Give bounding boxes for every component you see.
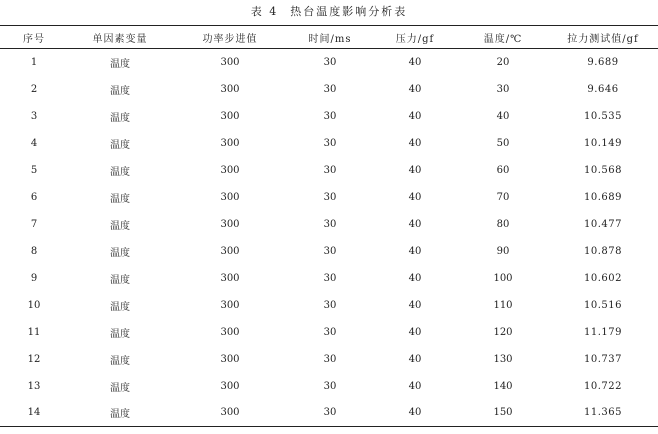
cell-power-step: 300 <box>220 164 240 176</box>
cell-power-step: 300 <box>220 380 240 392</box>
cell-temperature: 40 <box>496 110 510 122</box>
cell-variable: 温度 <box>110 274 130 286</box>
cell-tension: 10.602 <box>584 272 622 284</box>
cell-temperature: 150 <box>458 400 548 427</box>
cell-index: 4 <box>30 137 38 149</box>
cell-pressure: 40 <box>408 56 422 68</box>
header-tension: 拉力测试值/gf <box>548 26 658 49</box>
cell-temperature: 100 <box>493 272 513 284</box>
cell-time: 30 <box>323 137 337 149</box>
cell-variable: 温度 <box>110 112 130 124</box>
header-variable: 单因素变量 <box>68 26 172 49</box>
cell-tension: 10.149 <box>584 137 622 149</box>
header-power-step: 功率步进值 <box>172 26 288 49</box>
cell-tension: 9.646 <box>587 83 619 95</box>
cell-time: 30 <box>288 400 372 427</box>
table-row <box>0 373 658 400</box>
header-pressure: 压力/gf <box>372 26 458 49</box>
cell-time: 30 <box>323 272 337 284</box>
cell-variable: 温度 <box>110 328 130 340</box>
cell-tension: 10.568 <box>584 164 622 176</box>
cell-power-step: 300 <box>220 110 240 122</box>
cell-variable: 温度 <box>110 220 130 232</box>
cell-index: 10 <box>27 299 41 311</box>
cell-temperature: 20 <box>496 56 510 68</box>
cell-pressure: 40 <box>408 110 422 122</box>
table-title: 热台温度影响分析表 <box>290 5 408 18</box>
cell-power-step: 300 <box>220 83 240 95</box>
cell-temperature: 50 <box>496 137 510 149</box>
table-row <box>0 103 658 130</box>
cell-temperature: 140 <box>493 380 513 392</box>
header-time: 时间/ms <box>288 26 372 49</box>
cell-variable: 温度 <box>110 247 130 259</box>
table-row <box>0 184 658 211</box>
cell-time: 30 <box>323 110 337 122</box>
cell-power-step: 300 <box>220 326 240 338</box>
cell-tension: 11.179 <box>584 326 622 338</box>
table-row <box>0 346 658 373</box>
table-row <box>0 49 658 76</box>
cell-time: 30 <box>323 83 337 95</box>
cell-index: 2 <box>30 83 38 95</box>
cell-temperature: 60 <box>496 164 510 176</box>
cell-temperature: 70 <box>496 191 510 203</box>
cell-power-step: 300 <box>220 218 240 230</box>
cell-time: 30 <box>323 56 337 68</box>
cell-temperature: 110 <box>493 299 513 311</box>
table-caption <box>0 3 658 21</box>
table-row <box>0 130 658 157</box>
cell-index: 11 <box>27 326 41 338</box>
cell-time: 30 <box>323 326 337 338</box>
cell-index: 3 <box>30 110 38 122</box>
table-row <box>0 400 658 427</box>
cell-pressure: 40 <box>372 400 458 427</box>
table-row <box>0 292 658 319</box>
cell-pressure: 40 <box>408 191 422 203</box>
table-row <box>0 76 658 103</box>
cell-index: 8 <box>30 245 38 257</box>
cell-temperature: 130 <box>493 353 513 365</box>
cell-index: 7 <box>30 218 38 230</box>
cell-power-step: 300 <box>220 191 240 203</box>
table-row <box>0 211 658 238</box>
cell-index: 5 <box>30 164 38 176</box>
cell-power-step: 300 <box>220 353 240 365</box>
cell-time: 30 <box>323 380 337 392</box>
cell-variable: 温度 <box>110 58 130 70</box>
cell-power-step: 300 <box>220 272 240 284</box>
table-number: 表 4 <box>250 5 279 18</box>
cell-temperature: 30 <box>496 83 510 95</box>
cell-variable: 温度 <box>110 193 130 205</box>
cell-time: 30 <box>323 245 337 257</box>
cell-temperature: 80 <box>496 218 510 230</box>
cell-pressure: 40 <box>408 164 422 176</box>
cell-pressure: 40 <box>408 353 422 365</box>
cell-tension: 10.737 <box>584 353 622 365</box>
cell-index: 13 <box>27 380 41 392</box>
table-row <box>0 238 658 265</box>
cell-pressure: 40 <box>408 326 422 338</box>
cell-index: 6 <box>30 191 38 203</box>
header-temperature: 温度/℃ <box>458 26 548 49</box>
cell-pressure: 40 <box>408 218 422 230</box>
temperature-analysis-table <box>0 25 658 427</box>
cell-pressure: 40 <box>408 272 422 284</box>
table-row <box>0 319 658 346</box>
cell-variable: 温度 <box>110 85 130 97</box>
cell-variable: 温度 <box>110 139 130 151</box>
cell-pressure: 40 <box>408 137 422 149</box>
cell-temperature: 120 <box>493 326 513 338</box>
cell-index: 14 <box>0 400 68 427</box>
header-row <box>0 26 658 49</box>
cell-index: 12 <box>27 353 41 365</box>
cell-time: 30 <box>323 164 337 176</box>
cell-temperature: 90 <box>496 245 510 257</box>
cell-tension: 10.535 <box>584 110 622 122</box>
cell-variable: 温度 <box>68 400 172 427</box>
cell-time: 30 <box>323 218 337 230</box>
cell-tension: 10.689 <box>584 191 622 203</box>
cell-power-step: 300 <box>220 245 240 257</box>
cell-variable: 温度 <box>110 382 130 394</box>
cell-pressure: 40 <box>408 83 422 95</box>
cell-pressure: 40 <box>408 380 422 392</box>
cell-index: 9 <box>30 272 38 284</box>
cell-power-step: 300 <box>220 299 240 311</box>
header-index: 序号 <box>0 26 68 49</box>
cell-power-step: 300 <box>172 400 288 427</box>
cell-tension: 10.477 <box>584 218 622 230</box>
cell-power-step: 300 <box>220 137 240 149</box>
cell-tension: 10.878 <box>584 245 622 257</box>
cell-time: 30 <box>323 299 337 311</box>
cell-tension: 10.722 <box>584 380 622 392</box>
cell-variable: 温度 <box>110 355 130 367</box>
cell-tension: 9.689 <box>587 56 619 68</box>
table-row <box>0 265 658 292</box>
cell-variable: 温度 <box>110 301 130 313</box>
cell-tension: 11.365 <box>548 400 658 427</box>
cell-power-step: 300 <box>220 56 240 68</box>
cell-time: 30 <box>323 191 337 203</box>
cell-time: 30 <box>323 353 337 365</box>
cell-pressure: 40 <box>408 299 422 311</box>
cell-index: 1 <box>30 56 38 68</box>
table-row <box>0 157 658 184</box>
cell-tension: 10.516 <box>584 299 622 311</box>
cell-pressure: 40 <box>408 245 422 257</box>
cell-variable: 温度 <box>110 166 130 178</box>
